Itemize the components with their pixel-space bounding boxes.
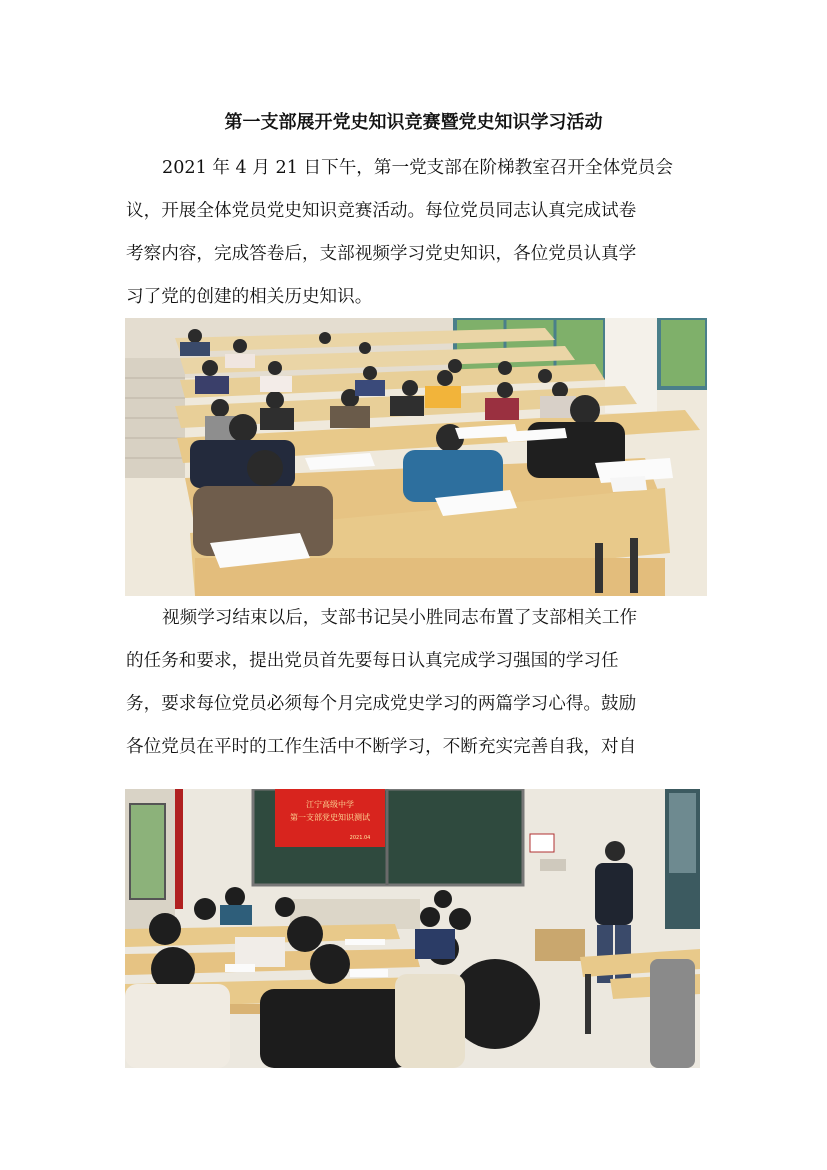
lecture-hall-exam-photo: [125, 318, 707, 596]
classroom-illustration: [125, 789, 700, 1068]
screen-line-1: 江宁高级中学: [306, 800, 354, 809]
screen-line-2: 第一支部党史知识测试: [290, 813, 370, 822]
paragraph-1: [126, 147, 696, 319]
paragraph-2: [126, 597, 696, 769]
paragraph-1-line: 2021 年 4 月 21 日下午，第一党支部在阶梯教室召开全体党员会: [162, 158, 673, 178]
paragraph-1-line: 议，开展全体党员党史知识竞赛活动。每位党员同志认真完成试卷: [126, 201, 637, 221]
screen-date: 2021.04: [349, 835, 371, 841]
paragraph-2-line: 的任务和要求，提出党员首先要每日认真完成学习强国的学习任: [126, 651, 619, 671]
lecture-hall-illustration: [125, 318, 707, 596]
paragraph-1-line: 考察内容，完成答卷后，支部视频学习党史知识，各位党员认真学: [126, 244, 637, 264]
paragraph-1-line: 习了党的创建的相关历史知识。: [126, 287, 373, 307]
paragraph-2-line: 各位党员在平时的工作生活中不断学习，不断充实完善自我，对自: [126, 737, 637, 757]
article-title: 第一支部展开党史知识竞赛暨党史知识学习活动: [224, 112, 603, 133]
paragraph-2-line: 务，要求每位党员必须每个月完成党史学习的两篇学习心得。鼓励: [126, 694, 637, 714]
paragraph-2-line: 视频学习结束以后，支部书记吴小胜同志布置了支部相关工作: [162, 608, 638, 628]
classroom-meeting-photo: [125, 789, 700, 1068]
